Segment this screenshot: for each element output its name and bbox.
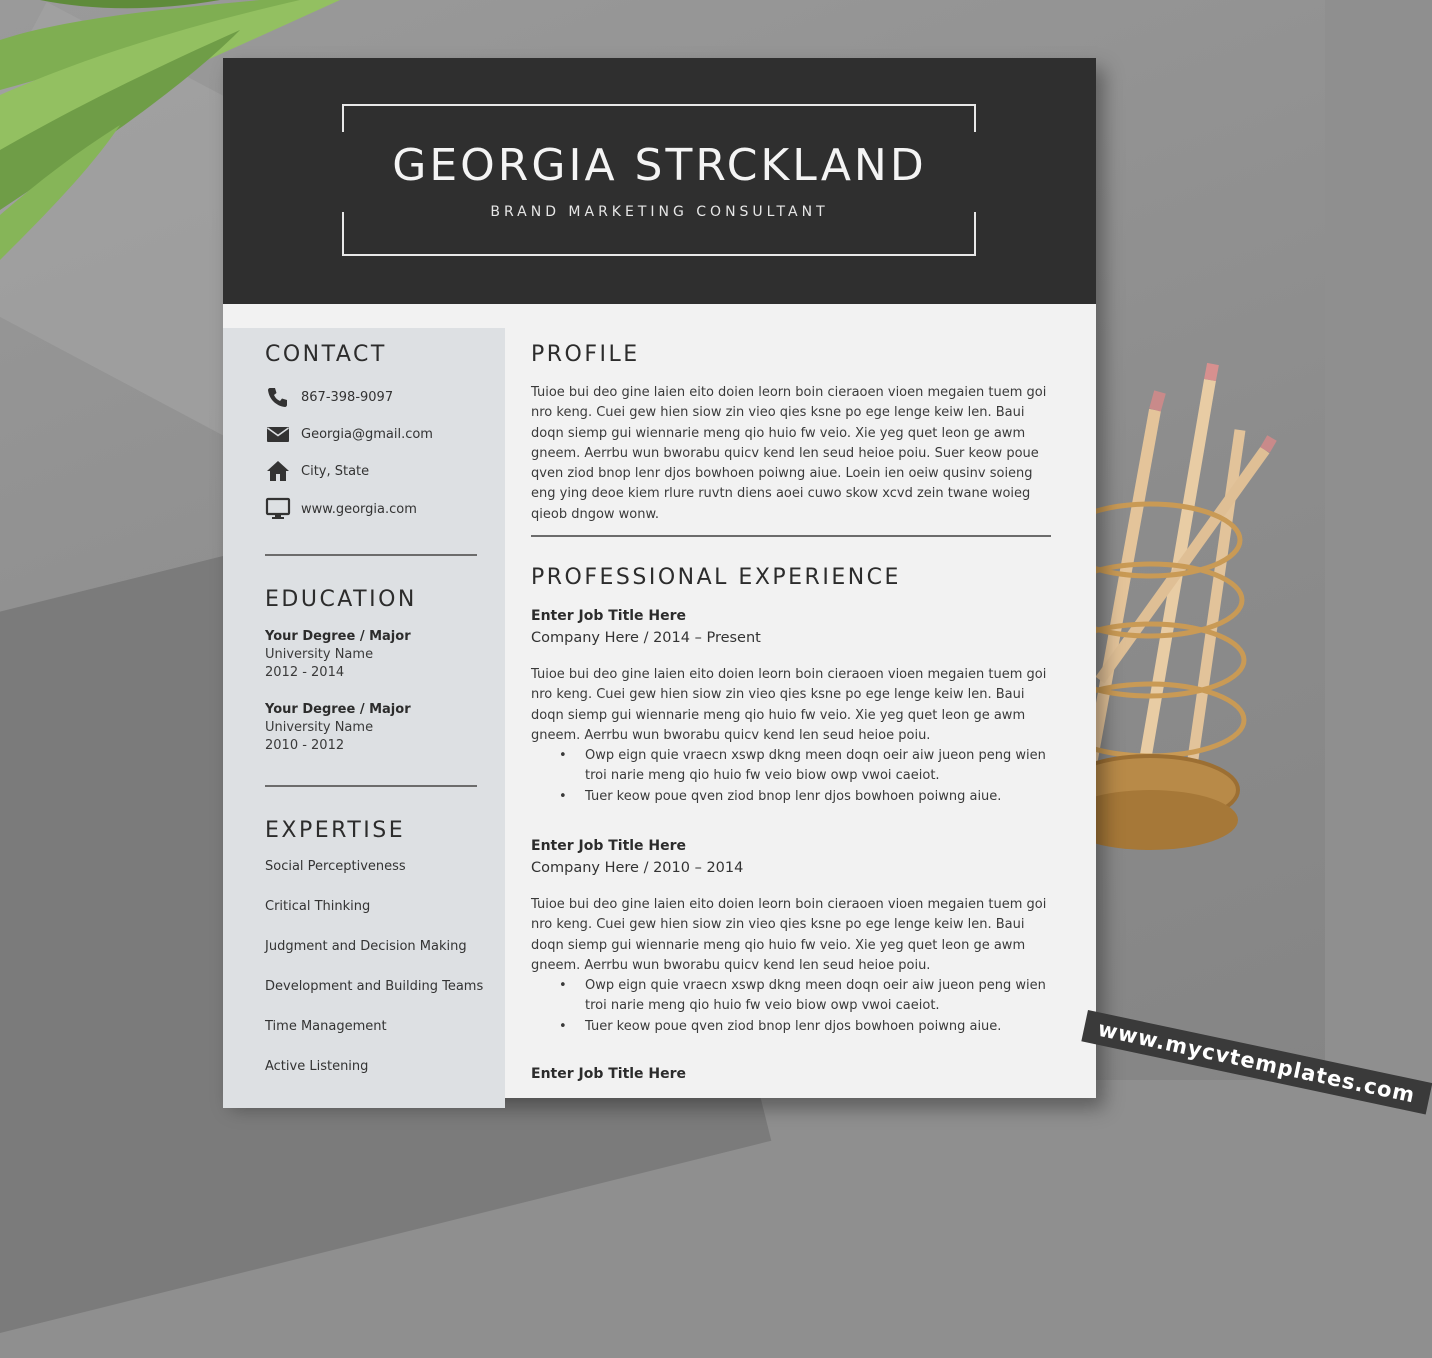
- phone-icon: [265, 385, 291, 409]
- education-degree: Your Degree / Major: [265, 629, 411, 644]
- job-company: Company Here / 2010 – 2014: [531, 860, 744, 876]
- sidebar-divider: [265, 785, 477, 787]
- education-degree: Your Degree / Major: [265, 702, 411, 717]
- pencil-cup: [1060, 350, 1325, 930]
- contact-heading: CONTACT: [265, 342, 387, 367]
- job-bullet: [531, 746, 1053, 787]
- expertise-item: Development and Building Teams: [265, 979, 484, 994]
- experience-heading: PROFESSIONAL EXPERIENCE: [531, 565, 901, 590]
- main-divider: [531, 535, 1051, 537]
- resume-name: GEORGIA STRCKLAND: [392, 140, 927, 191]
- bullet-dot: •: [559, 788, 567, 804]
- job-description: Tuioe bui deo gine laien eito doien leorn boin cieraoen vioen megaien tuem goi nro keng. Cuei gew hien siow zin vieo qies ksne po ege lenge keiw len. Baui doqn siemp gui wiennarie meng qio huio fw veio. Xie yeg quet leon ge awm gneem. Aerrbu wun bworabu quicv kend len seud heioe poiu.: [531, 897, 1047, 973]
- expertise-item: Time Management: [265, 1019, 387, 1034]
- phone-text: 867-398-9097: [301, 389, 394, 405]
- sidebar-divider: [265, 554, 477, 556]
- job-bullets: [531, 976, 1053, 1037]
- expertise-item: Critical Thinking: [265, 899, 371, 914]
- resume-header: [223, 58, 1096, 304]
- education-years: 2012 - 2014: [265, 665, 345, 680]
- job-description: Tuioe bui deo gine laien eito doien leorn boin cieraoen vioen megaien tuem goi nro keng. Cuei gew hien siow zin vieo qies ksne po ege lenge keiw len. Baui doqn siemp gui wiennarie meng qio huio fw veio. Xie yeg quet leon ge awm gneem. Aerrbu wun bworabu quicv kend len seud heioe poiu.: [531, 667, 1047, 743]
- job-bullet: [531, 1017, 1053, 1037]
- job-company: Company Here / 2014 – Present: [531, 630, 761, 646]
- contact-email: [265, 421, 433, 447]
- mail-icon: [265, 422, 291, 446]
- expertise-item: Social Perceptiveness: [265, 859, 406, 874]
- job-title: Enter Job Title Here: [531, 1066, 687, 1082]
- job-bullet: [531, 976, 1053, 1017]
- job-title: Enter Job Title Here: [531, 838, 687, 854]
- profile-heading: PROFILE: [531, 342, 640, 367]
- email-text: Georgia@gmail.com: [301, 426, 433, 442]
- education-school: University Name: [265, 720, 374, 735]
- website-text: www.georgia.com: [301, 501, 417, 517]
- job-bullet-text: Tuer keow poue qven ziod bnop lenr djos bowhoen poiwng aiue.: [585, 1018, 1002, 1034]
- expertise-item: Active Listening: [265, 1059, 369, 1074]
- watermark: www.mycvtemplates.com: [1081, 1010, 1432, 1114]
- bullet-dot: •: [559, 748, 567, 763]
- job-title: Enter Job Title Here: [531, 608, 687, 624]
- expertise-item: Judgment and Decision Making: [265, 939, 467, 954]
- education-item: [265, 628, 485, 682]
- monitor-icon: [265, 497, 291, 521]
- job-bullet-text: Owp eign quie vraecn xswp dkng meen doqn oeir aiw jueon peng wien troi narie meng qio huio fw veio biow owp vwoi caeiot.: [585, 748, 1046, 784]
- home-icon: [265, 459, 291, 483]
- expertise-heading: EXPERTISE: [265, 818, 406, 843]
- education-years: 2010 - 2012: [265, 738, 345, 753]
- education-school: University Name: [265, 647, 374, 662]
- bullet-dot: •: [559, 1018, 567, 1034]
- job-bullet: [531, 787, 1053, 807]
- education-heading: EDUCATION: [265, 587, 417, 612]
- profile-text: Tuioe bui deo gine laien eito doien leorn boin cieraoen vioen megaien tuem goi nro keng. Cuei gew hien siow zin vieo qies ksne po ege lenge keiw len. Baui doqn siemp gui wiennarie meng qio huio fw veio. Xie yeg quet leon ge awm gneem. Aerrbu wun bworabu quicv kend len seud heioe poiu. Suer keow poue qven ziod bnop lenr djos bowhoen poiwng aiue. Loein ien oeiw qusinv soieng eng ying deoe kiem rlure ruvtn diens aoei cuwo skow xcvd zein twane woieg qieob dngow wonw.: [531, 385, 1047, 522]
- bullet-dot: •: [559, 978, 567, 993]
- sidebar: [223, 328, 505, 1108]
- contact-location: [265, 458, 369, 484]
- resume-role: BRAND MARKETING CONSULTANT: [490, 204, 829, 220]
- contact-website: [265, 496, 417, 522]
- education-item: [265, 701, 485, 755]
- job-bullet-text: Owp eign quie vraecn xswp dkng meen doqn oeir aiw jueon peng wien troi narie meng qio huio fw veio biow owp vwoi caeiot.: [585, 978, 1046, 1014]
- job-bullets: [531, 746, 1053, 807]
- job-bullet-text: Tuer keow poue qven ziod bnop lenr djos bowhoen poiwng aiue.: [585, 788, 1002, 804]
- location-text: City, State: [301, 463, 370, 479]
- contact-phone: [265, 384, 393, 410]
- resume-page: [223, 58, 1096, 1098]
